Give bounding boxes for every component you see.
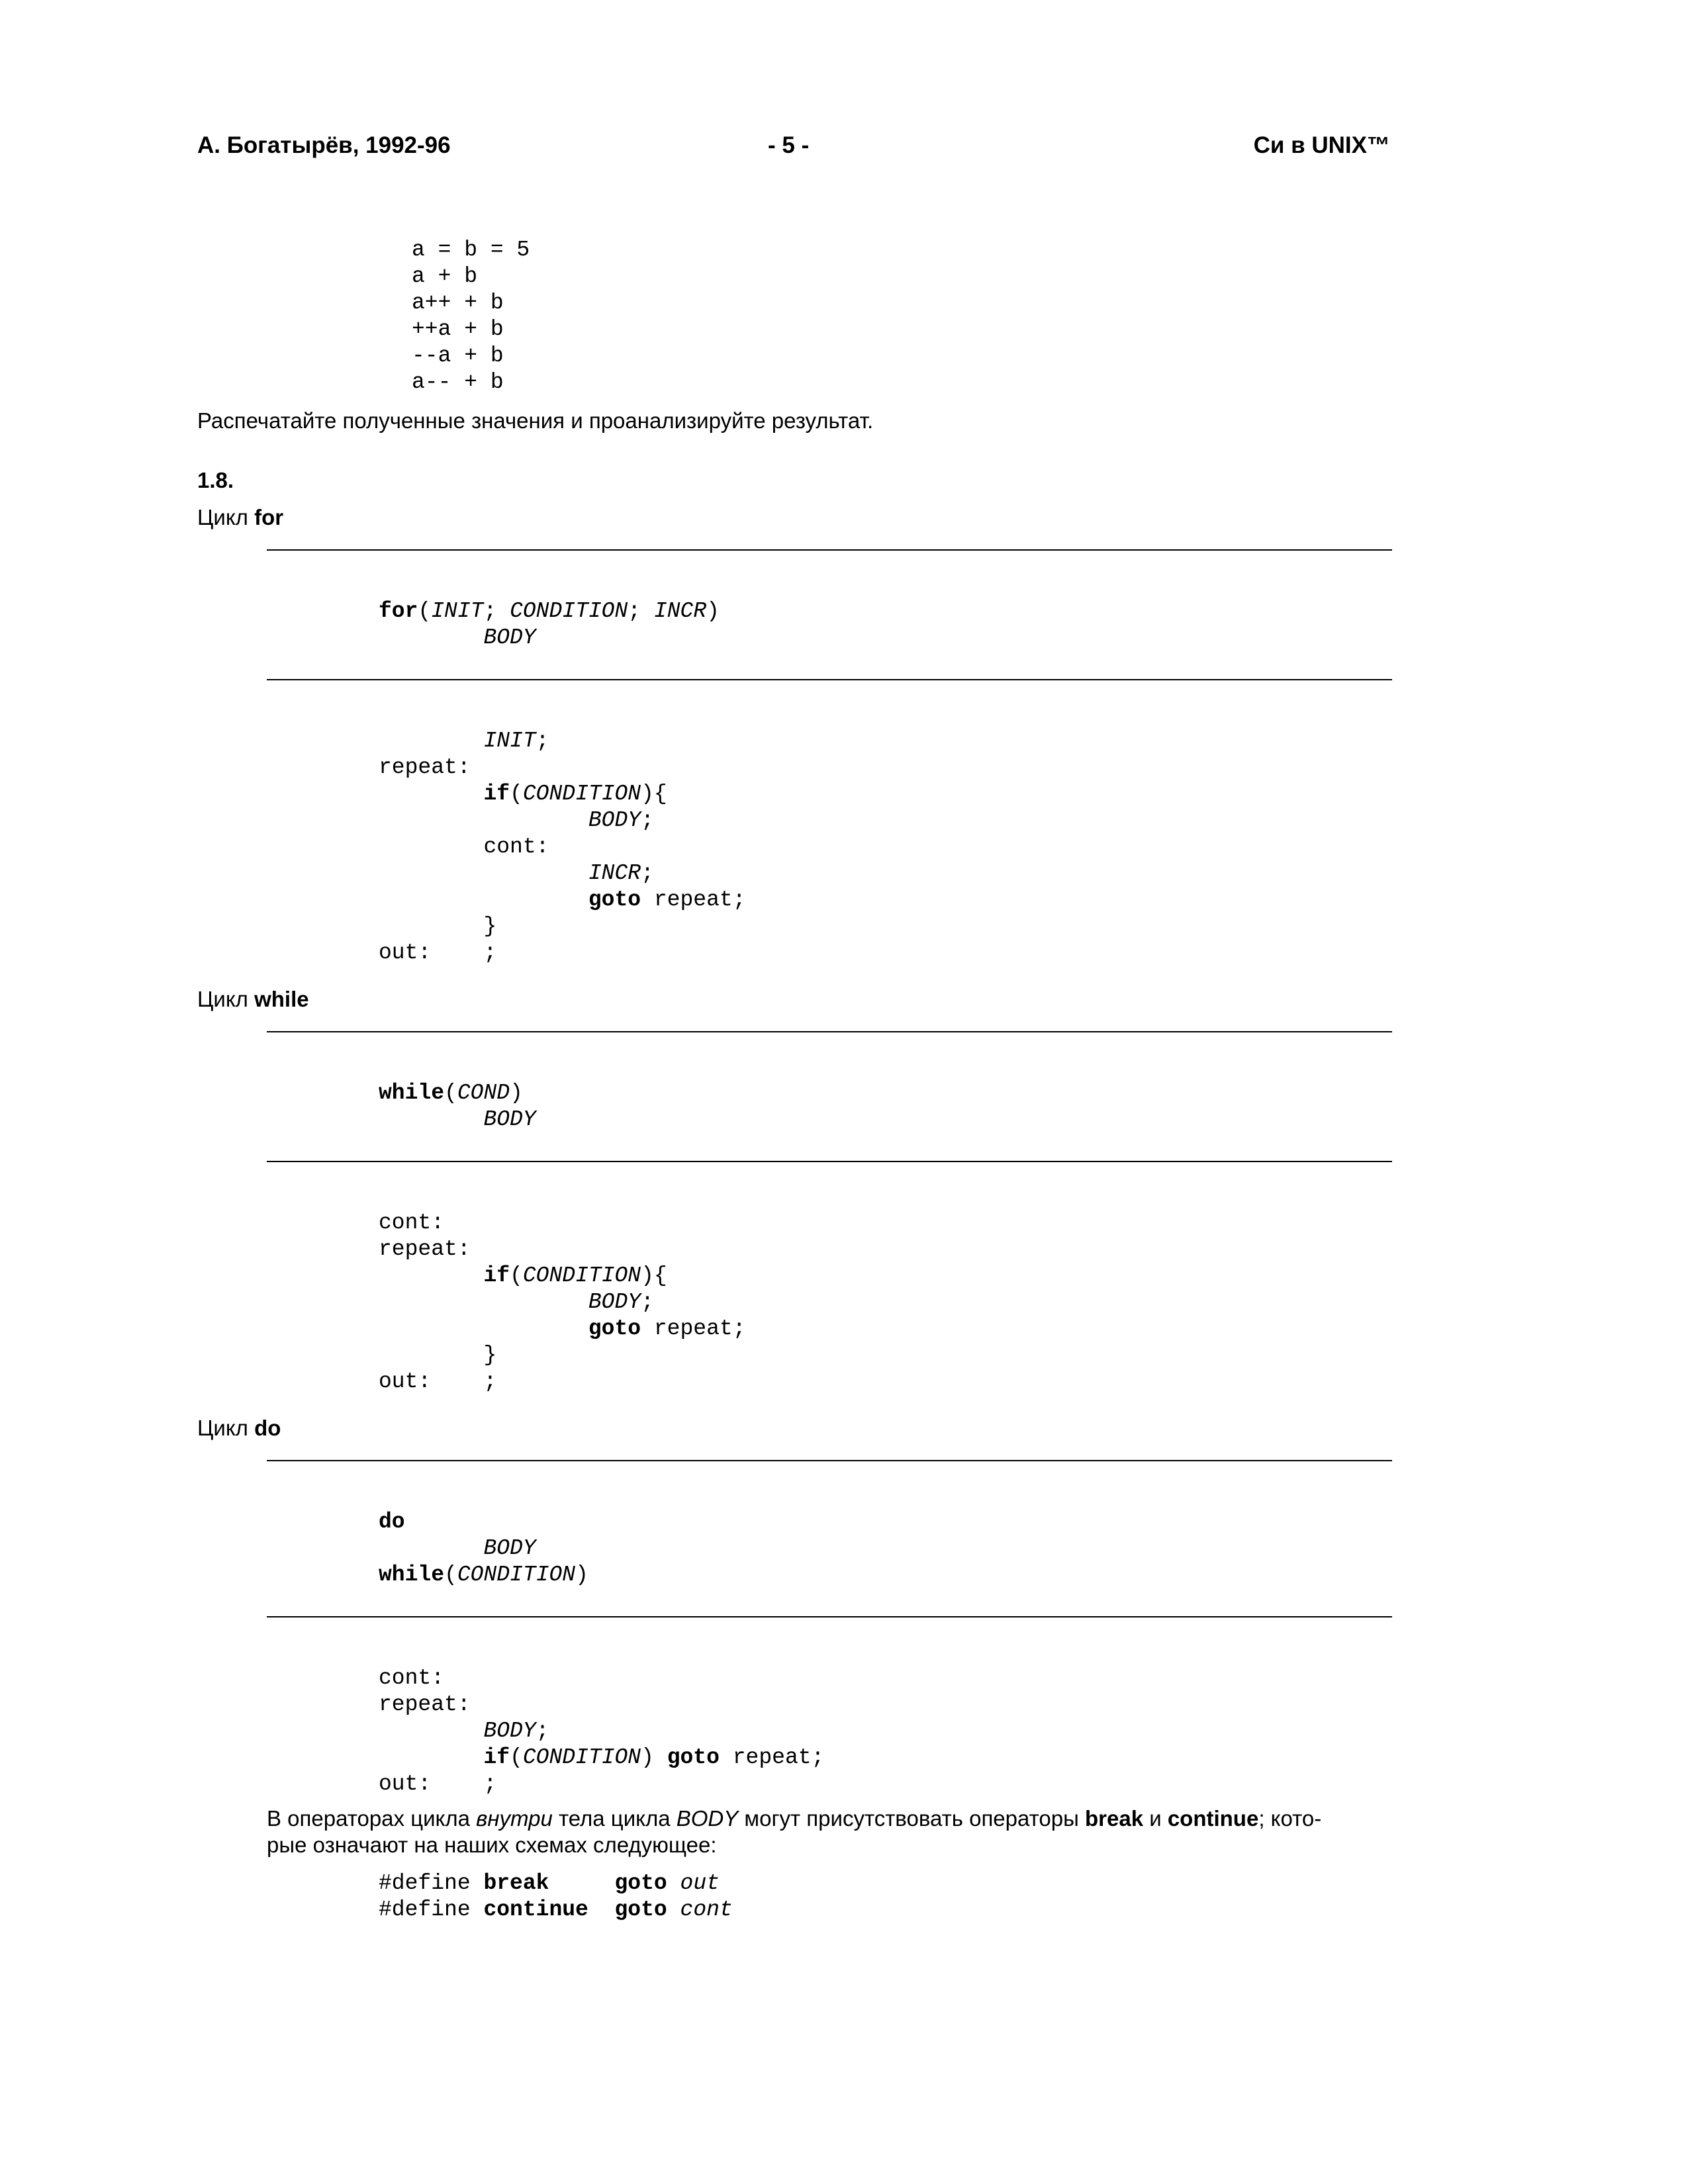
code-label: repeat: (379, 755, 471, 780)
code-placeholder: CONDITION (522, 782, 641, 806)
code-placeholder: CONDITION (510, 599, 628, 623)
code-label: repeat: (379, 1692, 471, 1717)
code-placeholder: BODY (483, 1536, 536, 1561)
code-token: ( (418, 599, 432, 623)
code-placeholder: CONDITION (522, 1263, 641, 1288)
kw-while: while (379, 1563, 445, 1587)
code-token: repeat; (719, 1745, 825, 1770)
code-placeholder: INCR (588, 861, 641, 886)
code-placeholder: INCR (653, 599, 707, 623)
code-token: repeat; (641, 887, 746, 912)
code-token: ) (706, 599, 720, 623)
do-heading (197, 1415, 281, 1441)
page-number: - 5 - (768, 132, 810, 158)
code-placeholder: out (680, 1871, 720, 1895)
code-token (549, 1871, 614, 1895)
code-line: --a + b (412, 343, 504, 368)
paragraph-keyword: continue (1167, 1806, 1259, 1831)
code-token (588, 1897, 615, 1922)
for-heading (197, 504, 283, 531)
code-token: ( (444, 1563, 457, 1587)
header-book-title: Си в UNIX™ (1253, 132, 1390, 158)
for-rule-bottom (267, 679, 1392, 680)
while-rule-top (267, 1031, 1392, 1032)
define-code (379, 1870, 733, 1923)
code-label: out: (379, 1369, 432, 1394)
code-placeholder: cont (680, 1897, 733, 1922)
code-token: ; (628, 599, 654, 623)
code-token: ) (575, 1563, 588, 1587)
code-line: ++a + b (412, 317, 504, 341)
kw-if: if (483, 1263, 510, 1288)
code-token: ; (641, 861, 654, 886)
code-token: ; (483, 1369, 497, 1394)
for-rule-top (267, 549, 1392, 551)
code-token: ( (510, 1263, 523, 1288)
paragraph-text: рые означают на наших схемах следующее: (267, 1833, 717, 1857)
heading-keyword: for (254, 505, 284, 529)
heading-keyword: do (254, 1416, 281, 1440)
code-token: ; (641, 808, 654, 833)
code-placeholder: CONDITION (457, 1563, 576, 1587)
code-label: out: (379, 1772, 432, 1796)
code-label: out: (379, 940, 432, 965)
while-expansion-code (379, 1210, 746, 1395)
code-placeholder: BODY (483, 1107, 536, 1132)
code-placeholder: BODY (483, 625, 536, 650)
code-placeholder: INIT (483, 729, 536, 753)
kw-if: if (483, 1745, 510, 1770)
heading-prefix: Цикл (197, 505, 255, 529)
kw-goto: goto (614, 1871, 667, 1895)
kw-goto: goto (588, 887, 641, 912)
code-token: ; (483, 940, 497, 965)
code-label: repeat: (379, 1237, 471, 1261)
code-placeholder: BODY (588, 1290, 641, 1314)
do-syntax-code (379, 1509, 588, 1588)
kw-break: break (483, 1871, 549, 1895)
code-line: a + b (412, 264, 478, 289)
code-label: cont: (483, 835, 549, 859)
code-token (667, 1871, 680, 1895)
kw-goto: goto (588, 1316, 641, 1341)
code-token: ; (536, 729, 549, 753)
code-token: ; (536, 1719, 549, 1743)
code-token: ; (641, 1290, 654, 1314)
heading-keyword: while (254, 987, 309, 1011)
section-number: 1.8. (197, 468, 234, 492)
code-placeholder: CONDITION (522, 1745, 641, 1770)
code-line: a = b = 5 (412, 238, 530, 262)
paragraph-text: и (1143, 1806, 1168, 1831)
while-syntax-code (379, 1080, 536, 1133)
paragraph-text: тела цикла (552, 1806, 677, 1831)
code-token: ( (510, 782, 523, 806)
paragraph-keyword: break (1084, 1806, 1144, 1831)
while-heading (197, 986, 309, 1013)
paragraph-text: В операторах цикла (267, 1806, 477, 1831)
kw-for: for (379, 599, 418, 623)
code-token: ){ (641, 1263, 667, 1288)
code-label: cont: (379, 1210, 445, 1235)
code-placeholder: BODY (483, 1719, 536, 1743)
paragraph-emphasis: внутри (476, 1806, 553, 1831)
code-token: ( (444, 1081, 457, 1105)
do-rule-top (267, 1460, 1392, 1461)
code-token: ( (510, 1745, 523, 1770)
paragraph-text: ; кото- (1258, 1806, 1322, 1831)
do-expansion-code (379, 1665, 824, 1797)
kw-do: do (379, 1510, 405, 1534)
code-token: ; (483, 599, 510, 623)
break-continue-paragraph (267, 1805, 1392, 1858)
code-placeholder: INIT (431, 599, 484, 623)
code-token (667, 1897, 680, 1922)
for-syntax-code (379, 598, 720, 651)
code-placeholder: BODY (588, 808, 641, 833)
code-token: ; (483, 1772, 497, 1796)
intro-paragraph: Распечатайте полученные значения и проанализируйте результат. (197, 408, 874, 433)
header-author: А. Богатырёв, 1992-96 (197, 132, 451, 158)
code-token: #define (379, 1897, 484, 1922)
code-line: a++ + b (412, 291, 504, 315)
do-rule-bottom (267, 1616, 1392, 1617)
kw-goto: goto (614, 1897, 667, 1922)
code-token: #define (379, 1871, 484, 1895)
heading-prefix: Цикл (197, 987, 255, 1011)
kw-if: if (483, 782, 510, 806)
for-expansion-code (379, 728, 746, 966)
kw-goto: goto (667, 1745, 720, 1770)
heading-prefix: Цикл (197, 1416, 255, 1440)
kw-while: while (379, 1081, 445, 1105)
code-token: repeat; (641, 1316, 746, 1341)
kw-continue: continue (483, 1897, 588, 1922)
code-token: } (483, 914, 497, 938)
code-token: ){ (641, 782, 667, 806)
code-token: ) (641, 1745, 667, 1770)
paragraph-emphasis: BODY (676, 1806, 739, 1831)
code-token: } (483, 1343, 497, 1367)
code-label: cont: (379, 1666, 445, 1690)
intro-code-block (412, 237, 530, 396)
paragraph-text: могут присутствовать операторы (738, 1806, 1085, 1831)
code-line: a-- + b (412, 370, 504, 394)
while-rule-bottom (267, 1161, 1392, 1162)
code-placeholder: COND (457, 1081, 510, 1105)
code-token: ) (510, 1081, 523, 1105)
